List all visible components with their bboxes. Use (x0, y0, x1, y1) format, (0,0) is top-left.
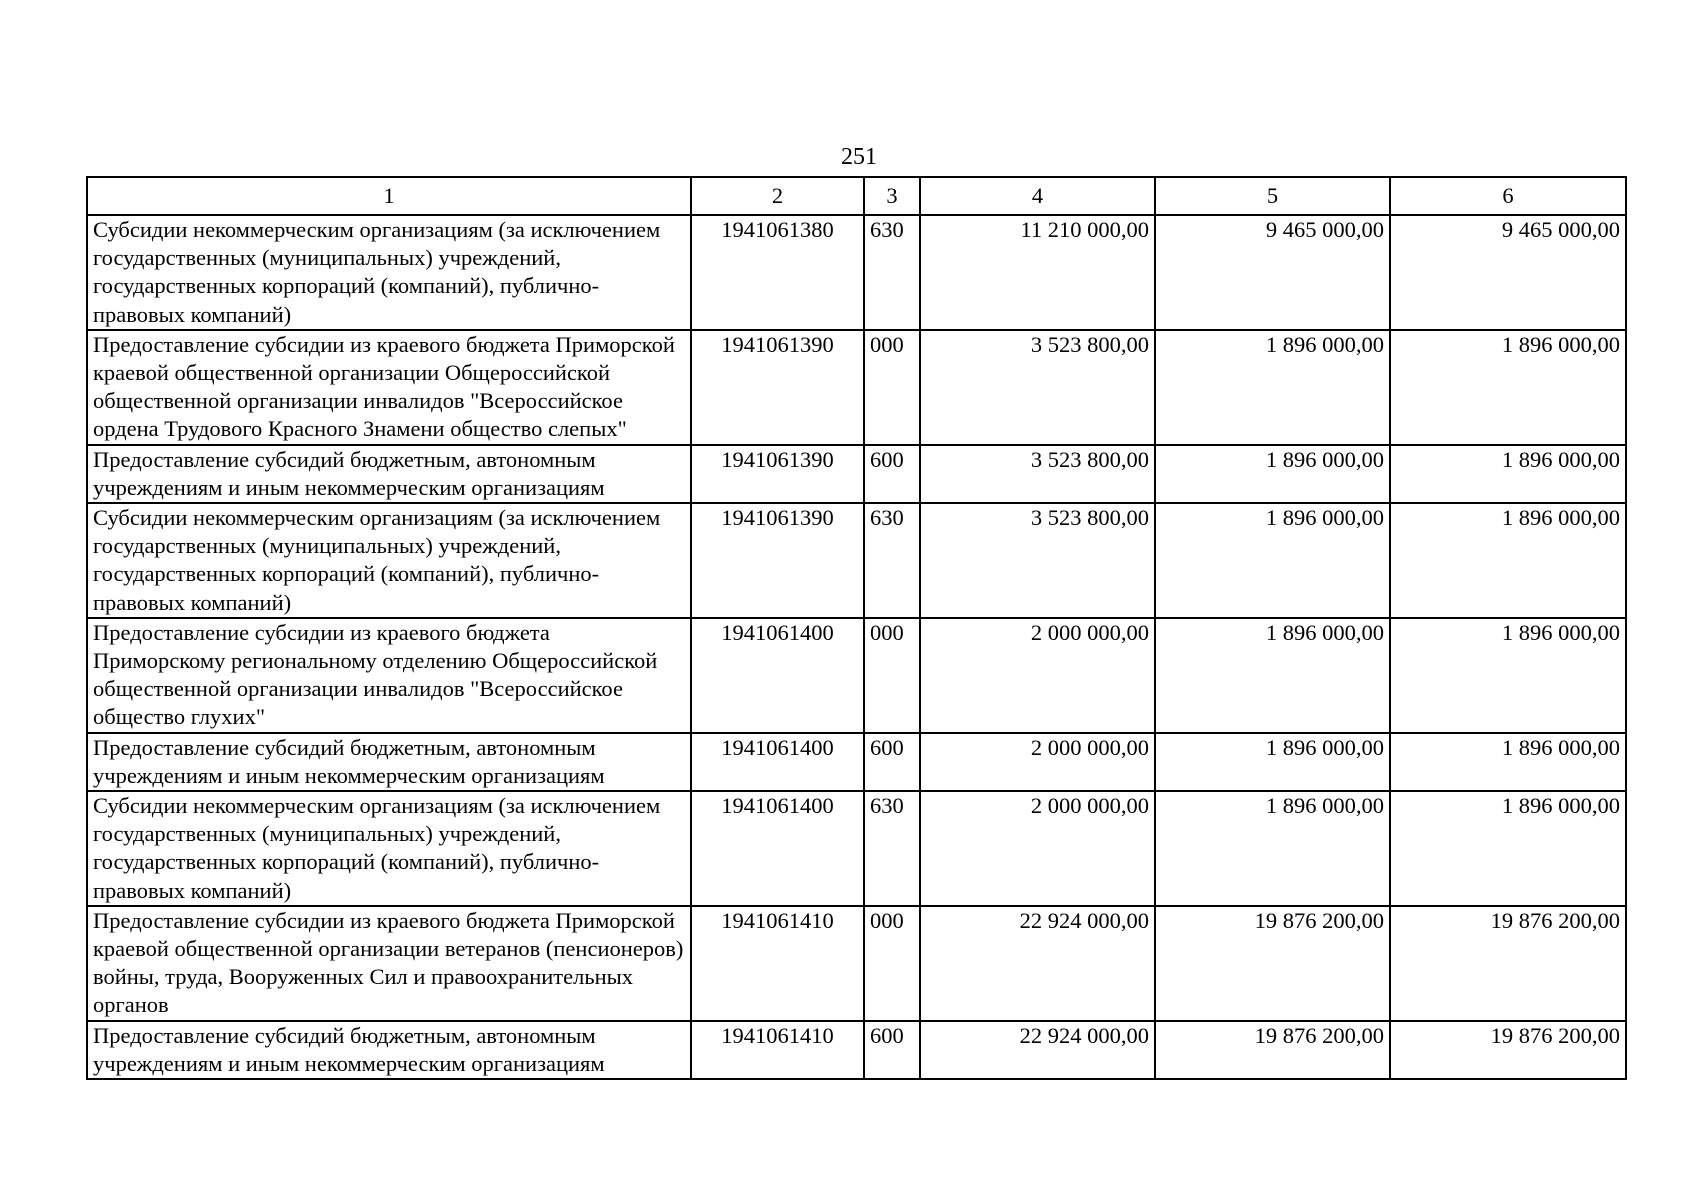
column-header-3: 3 (864, 177, 920, 215)
row-code: 1941061410 (691, 1021, 864, 1079)
row-value-5: 19 876 200,00 (1155, 906, 1390, 1021)
table-row (87, 330, 1626, 445)
column-header-1: 1 (87, 177, 691, 215)
row-code: 1941061390 (691, 503, 864, 618)
row-kind: 630 (864, 791, 920, 906)
row-value-5: 1 896 000,00 (1155, 791, 1390, 906)
row-value-5: 1 896 000,00 (1155, 733, 1390, 791)
table-row (87, 215, 1626, 330)
row-kind: 600 (864, 1021, 920, 1079)
row-value-4: 3 523 800,00 (920, 503, 1155, 618)
table-row (87, 618, 1626, 733)
row-name: Предоставление субсидий бюджетным, автономным учреждениям и иным некоммерческим организациям (87, 445, 691, 503)
table-row (87, 791, 1626, 906)
row-code: 1941061400 (691, 791, 864, 906)
row-value-4: 22 924 000,00 (920, 1021, 1155, 1079)
row-kind: 000 (864, 330, 920, 445)
row-name: Субсидии некоммерческим организациям (за исключением государственных (муниципальных) учреждений, государственных корпораций (компаний), публично-правовых компаний) (87, 503, 691, 618)
row-value-5: 19 876 200,00 (1155, 1021, 1390, 1079)
row-kind: 000 (864, 906, 920, 1021)
row-kind: 000 (864, 618, 920, 733)
row-code: 1941061380 (691, 215, 864, 330)
row-value-6: 9 465 000,00 (1390, 215, 1626, 330)
row-code: 1941061400 (691, 733, 864, 791)
row-value-5: 1 896 000,00 (1155, 445, 1390, 503)
row-kind: 630 (864, 215, 920, 330)
row-value-4: 2 000 000,00 (920, 733, 1155, 791)
row-value-6: 19 876 200,00 (1390, 906, 1626, 1021)
column-header-4: 4 (920, 177, 1155, 215)
column-header-6: 6 (1390, 177, 1626, 215)
row-name: Предоставление субсидии из краевого бюджета Приморскому региональному отделению Общероссийской общественной организации инвалидов "Всероссийское общество глухих" (87, 618, 691, 733)
row-value-4: 2 000 000,00 (920, 618, 1155, 733)
row-name: Предоставление субсидий бюджетным, автономным учреждениям и иным некоммерческим организациям (87, 733, 691, 791)
table-row (87, 503, 1626, 618)
row-code: 1941061400 (691, 618, 864, 733)
row-value-5: 9 465 000,00 (1155, 215, 1390, 330)
row-value-4: 2 000 000,00 (920, 791, 1155, 906)
column-header-2: 2 (691, 177, 864, 215)
row-name: Предоставление субсидий бюджетным, автономным учреждениям и иным некоммерческим организациям (87, 1021, 691, 1079)
row-value-6: 1 896 000,00 (1390, 445, 1626, 503)
row-value-4: 3 523 800,00 (920, 330, 1155, 445)
row-kind: 600 (864, 733, 920, 791)
row-code: 1941061390 (691, 330, 864, 445)
row-value-5: 1 896 000,00 (1155, 503, 1390, 618)
row-value-6: 1 896 000,00 (1390, 791, 1626, 906)
row-name: Субсидии некоммерческим организациям (за исключением государственных (муниципальных) учреждений, государственных корпораций (компаний), публично-правовых компаний) (87, 791, 691, 906)
row-value-6: 19 876 200,00 (1390, 1021, 1626, 1079)
row-name: Предоставление субсидии из краевого бюджета Приморской краевой общественной организации Общероссийской общественной организации инвалидов "Всероссийское ордена Трудового Красного Знамени общество слепых" (87, 330, 691, 445)
table-header-row (87, 177, 1626, 215)
row-value-6: 1 896 000,00 (1390, 330, 1626, 445)
budget-table (86, 176, 1627, 1080)
table-row (87, 733, 1626, 791)
page-number: 251 (841, 144, 877, 170)
row-kind: 630 (864, 503, 920, 618)
table-row (87, 445, 1626, 503)
row-name: Субсидии некоммерческим организациям (за исключением государственных (муниципальных) учреждений, государственных корпораций (компаний), публично-правовых компаний) (87, 215, 691, 330)
table-row (87, 1021, 1626, 1079)
row-value-4: 22 924 000,00 (920, 906, 1155, 1021)
row-kind: 600 (864, 445, 920, 503)
row-code: 1941061410 (691, 906, 864, 1021)
row-value-5: 1 896 000,00 (1155, 618, 1390, 733)
row-value-6: 1 896 000,00 (1390, 618, 1626, 733)
row-value-4: 3 523 800,00 (920, 445, 1155, 503)
row-value-5: 1 896 000,00 (1155, 330, 1390, 445)
row-value-6: 1 896 000,00 (1390, 503, 1626, 618)
column-header-5: 5 (1155, 177, 1390, 215)
row-value-6: 1 896 000,00 (1390, 733, 1626, 791)
row-code: 1941061390 (691, 445, 864, 503)
row-value-4: 11 210 000,00 (920, 215, 1155, 330)
row-name: Предоставление субсидии из краевого бюджета Приморской краевой общественной организации ветеранов (пенсионеров) войны, труда, Вооруженных Сил и правоохранительных органов (87, 906, 691, 1021)
table-row (87, 906, 1626, 1021)
